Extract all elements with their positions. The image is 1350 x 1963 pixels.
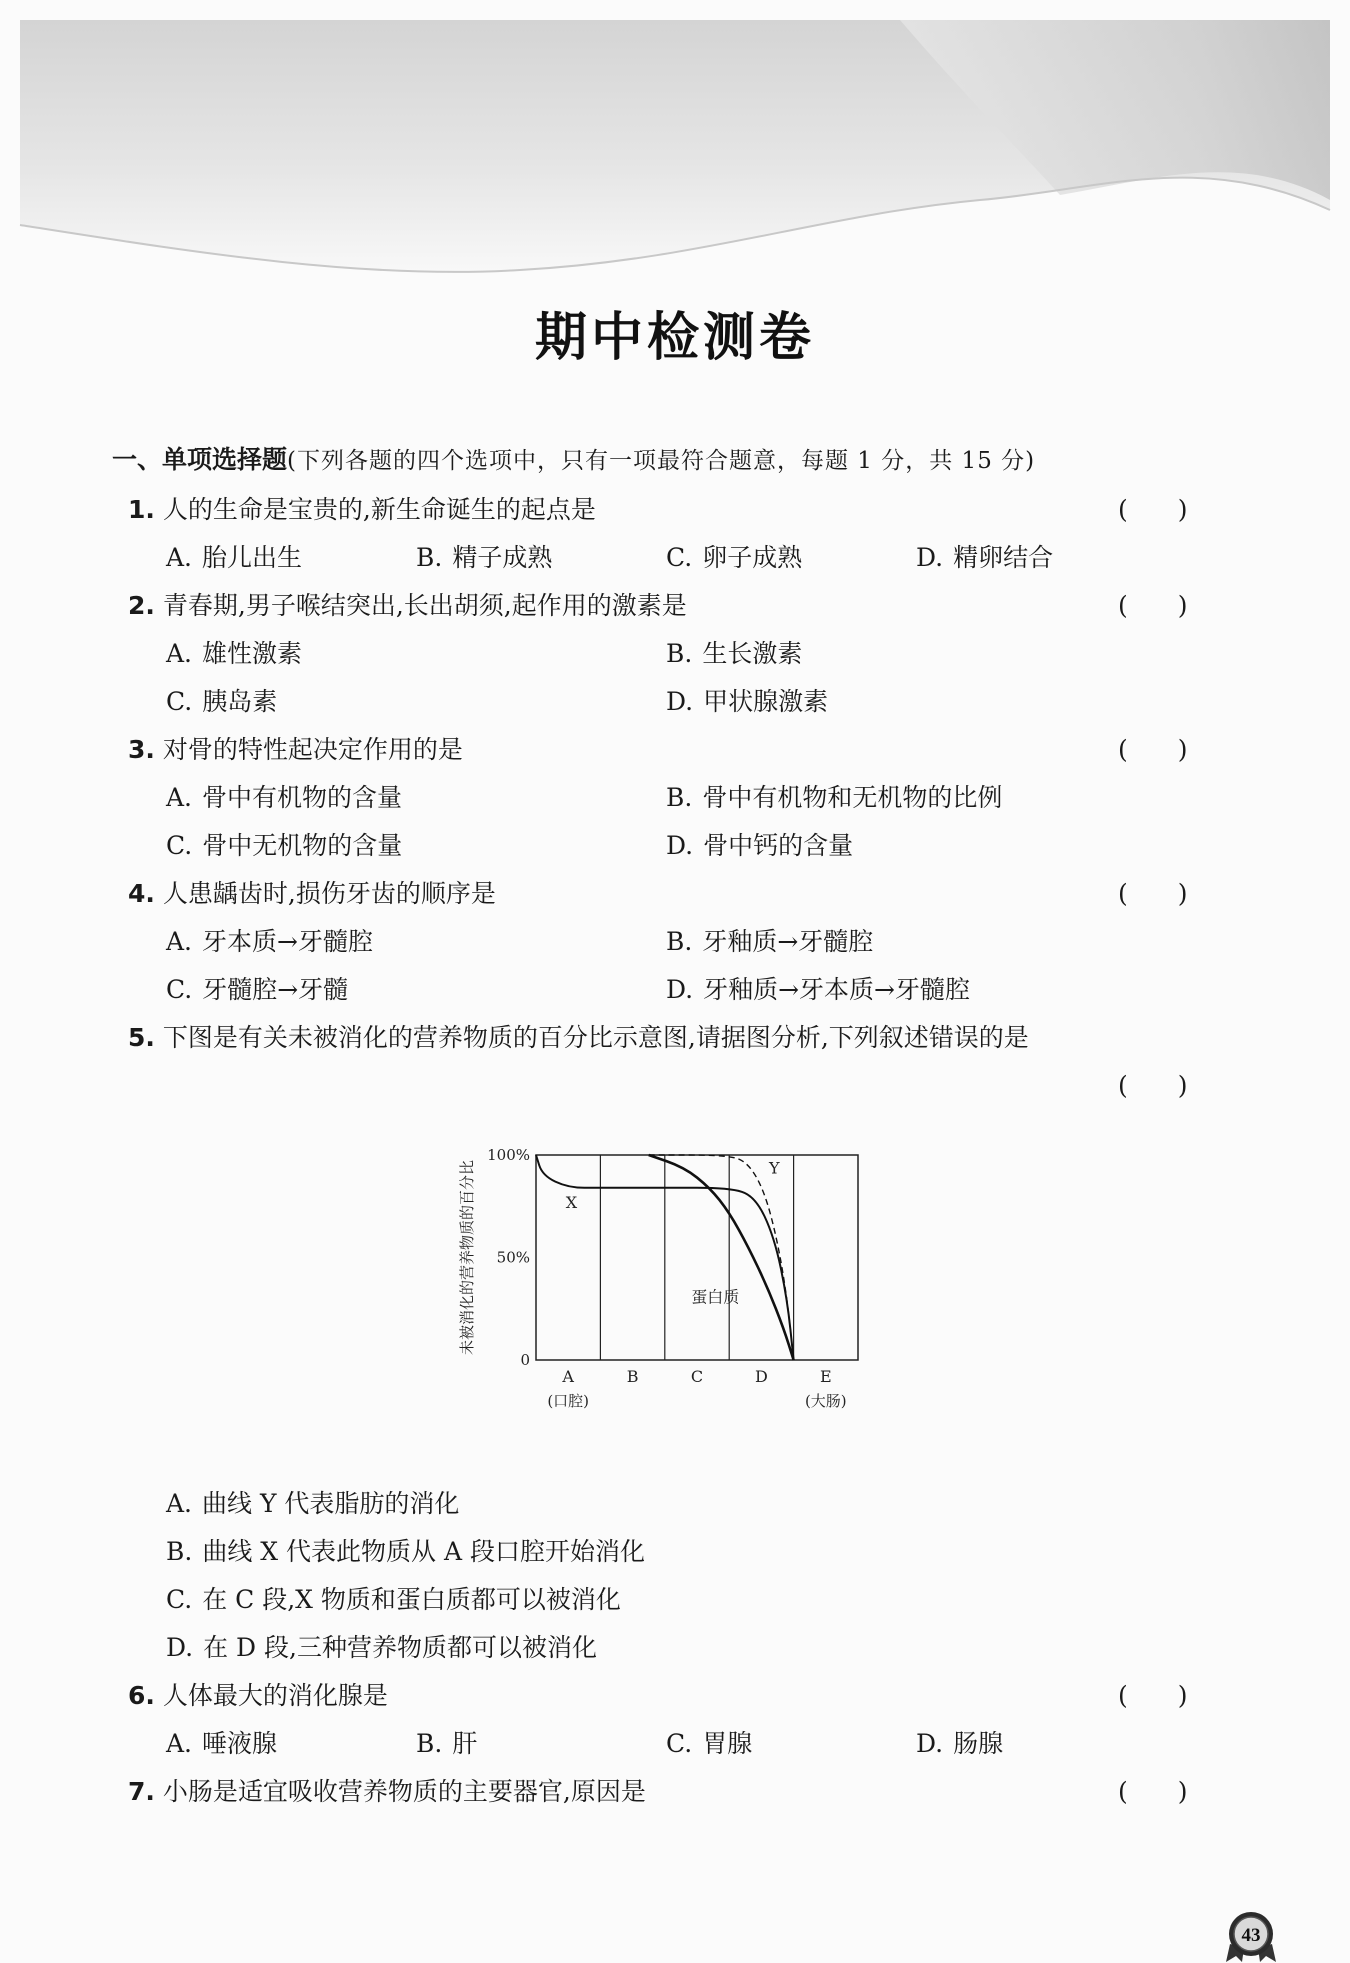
question-6-stem (128, 1676, 388, 1712)
question-number: 4. (128, 879, 155, 908)
option-5d[interactable] (166, 1628, 597, 1664)
option-label: A. (166, 927, 193, 956)
chart-plot-frame (536, 1155, 858, 1360)
option-label: C. (666, 543, 693, 572)
page-number: 43 (1241, 1925, 1261, 1946)
question-text: 人体最大的消化腺是 (162, 1681, 388, 1710)
answer-blank[interactable]: ( ) (1118, 1777, 1188, 1806)
option-1d[interactable] (916, 538, 1053, 574)
option-text: 雄性激素 (202, 639, 303, 668)
option-label: B. (416, 543, 443, 572)
x-segment-label: B (626, 1367, 639, 1386)
option-text: 在 D 段,三种营养物质都可以被消化 (203, 1633, 597, 1662)
x-segment-label: C (690, 1367, 704, 1386)
option-3a[interactable] (166, 778, 402, 814)
option-text: 卵子成熟 (702, 543, 803, 572)
question-number: 5. (128, 1023, 155, 1052)
answer-blank[interactable]: ( ) (1118, 495, 1188, 524)
option-text: 牙釉质→牙本质→牙髓腔 (703, 975, 971, 1004)
question-number: 3. (128, 735, 155, 764)
option-label: C. (166, 687, 193, 716)
option-label: A. (166, 639, 193, 668)
option-text: 精子成熟 (452, 543, 553, 572)
header-decoration (0, 0, 1350, 300)
answer-blank[interactable]: ( ) (1118, 1071, 1188, 1100)
option-label: A. (166, 543, 193, 572)
section-heading (112, 440, 1035, 476)
option-label: C. (666, 1729, 693, 1758)
y-axis-title: 未被消化的营养物质的百分比 (458, 1159, 476, 1356)
question-number: 6. (128, 1681, 155, 1710)
option-text: 生长激素 (702, 639, 803, 668)
digestion-chart (440, 1110, 880, 1430)
answer-blank[interactable]: ( ) (1118, 735, 1188, 764)
option-3d[interactable] (666, 826, 853, 862)
x-segment-label: D (754, 1367, 768, 1386)
option-3c[interactable] (166, 826, 402, 862)
question-number: 7. (128, 1777, 155, 1806)
option-label: B. (666, 783, 693, 812)
option-3b[interactable] (666, 778, 1002, 814)
question-text: 人的生命是宝贵的,新生命诞生的起点是 (162, 495, 596, 524)
question-number: 1. (128, 495, 155, 524)
x-segment-note: (大肠) (804, 1392, 847, 1410)
answer-blank[interactable]: ( ) (1118, 879, 1188, 908)
option-4c[interactable] (166, 970, 348, 1006)
option-1b[interactable] (416, 538, 552, 574)
option-2d[interactable] (666, 682, 828, 718)
option-text: 精卵结合 (953, 543, 1054, 572)
question-text: 青春期,男子喉结突出,长出胡须,起作用的激素是 (162, 591, 687, 620)
option-6d[interactable] (916, 1724, 1003, 1760)
option-text: 肠腺 (953, 1729, 1004, 1758)
option-label: C. (166, 1585, 193, 1614)
option-1a[interactable] (166, 538, 302, 574)
option-label: B. (666, 639, 693, 668)
option-4b[interactable] (666, 922, 873, 958)
option-text: 甲状腺激素 (703, 687, 829, 716)
option-label: D. (916, 543, 944, 572)
option-text: 曲线 Y 代表脂肪的消化 (202, 1489, 460, 1518)
curve-protein (649, 1155, 794, 1360)
page-number-badge (1220, 1910, 1282, 1962)
option-text: 骨中有机物的含量 (202, 783, 403, 812)
option-5c[interactable] (166, 1580, 621, 1616)
question-number: 2. (128, 591, 155, 620)
option-label: D. (916, 1729, 944, 1758)
option-1c[interactable] (666, 538, 802, 574)
option-label: D. (666, 687, 694, 716)
x-segment-note: (口腔) (547, 1392, 590, 1410)
option-2c[interactable] (166, 682, 277, 718)
page-title: 期中检测卷 (534, 308, 815, 368)
option-text: 骨中有机物和无机物的比例 (702, 783, 1003, 812)
option-4d[interactable] (666, 970, 970, 1006)
question-text: 人患龋齿时,损伤牙齿的顺序是 (162, 879, 496, 908)
y-tick-label: 50% (496, 1248, 530, 1267)
question-1-stem (128, 490, 596, 526)
question-4-stem (128, 874, 496, 910)
option-text: 胃腺 (702, 1729, 753, 1758)
option-text: 曲线 X 代表此物质从 A 段口腔开始消化 (202, 1537, 645, 1566)
option-text: 骨中钙的含量 (703, 831, 854, 860)
option-5a[interactable] (166, 1484, 459, 1520)
option-text: 胎儿出生 (202, 543, 303, 572)
curve-y (649, 1155, 794, 1360)
x-segment-label: E (819, 1367, 832, 1386)
question-text: 对骨的特性起决定作用的是 (162, 735, 463, 764)
question-2-stem (128, 586, 687, 622)
option-label: A. (166, 783, 193, 812)
series-label: 蛋白质 (691, 1287, 740, 1307)
question-text: 下图是有关未被消化的营养物质的百分比示意图,请据图分析,下列叙述错误的是 (162, 1023, 1029, 1052)
option-label: B. (666, 927, 693, 956)
option-label: A. (166, 1729, 193, 1758)
question-7-stem (128, 1772, 646, 1808)
option-text: 肝 (452, 1729, 478, 1758)
option-label: C. (166, 975, 193, 1004)
option-label: C. (166, 831, 193, 860)
option-text: 牙髓腔→牙髓 (202, 975, 349, 1004)
option-label: B. (166, 1537, 193, 1566)
question-5-stem (128, 1018, 1029, 1054)
y-tick-label: 0 (520, 1351, 530, 1369)
option-6c[interactable] (666, 1724, 752, 1760)
option-4a[interactable] (166, 922, 373, 958)
series-label: X (565, 1192, 578, 1212)
x-segment-label: A (562, 1367, 574, 1386)
option-text: 唾液腺 (202, 1729, 278, 1758)
answer-blank[interactable]: ( ) (1118, 1681, 1188, 1710)
option-label: D. (666, 831, 694, 860)
option-text: 骨中无机物的含量 (202, 831, 403, 860)
option-text: 胰岛素 (202, 687, 278, 716)
option-6a[interactable] (166, 1724, 277, 1760)
series-label: Y (768, 1158, 780, 1178)
option-text: 在 C 段,X 物质和蛋白质都可以被消化 (202, 1585, 621, 1614)
option-5b[interactable] (166, 1532, 645, 1568)
section-instructions: (下列各题的四个选项中，只有一项最符合题意，每题 1 分，共 15 分) (287, 448, 1036, 474)
option-text: 牙釉质→牙髓腔 (702, 927, 874, 956)
option-label: B. (416, 1729, 443, 1758)
option-label: A. (166, 1489, 193, 1518)
option-text: 牙本质→牙髓腔 (202, 927, 373, 956)
section-heading-label: 一、单项选择题 (112, 445, 288, 474)
question-text: 小肠是适宜吸收营养物质的主要器官,原因是 (162, 1777, 646, 1806)
option-2a[interactable] (166, 634, 302, 670)
question-3-stem (128, 730, 463, 766)
y-tick-label: 100% (487, 1146, 530, 1164)
answer-blank[interactable]: ( ) (1118, 591, 1188, 620)
option-label: D. (166, 1633, 194, 1662)
option-6b[interactable] (416, 1724, 477, 1760)
option-2b[interactable] (666, 634, 802, 670)
option-label: D. (666, 975, 694, 1004)
